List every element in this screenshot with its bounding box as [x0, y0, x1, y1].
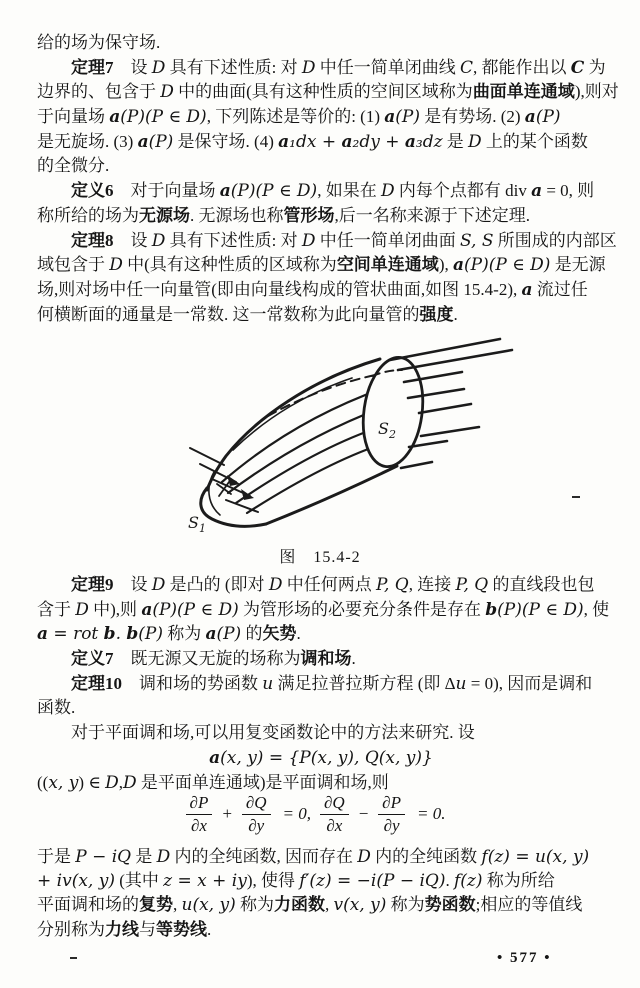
arrowhead [227, 475, 240, 486]
figure-caption: 图 15.4-2 [279, 549, 361, 566]
text-line: 定义7 既无源又无旋的场称为调和场. [71, 649, 356, 669]
text-line: 含于 D 中),则 a(P)(P ∈ D) 为管形场的必要充分条件是存在 b(P)(P ∈ D), 使 [37, 599, 610, 620]
text-line: 域包含于 D 中(具有这种性质的区域称为空间单连通域), a(P)(P ∈ D) 是无源 [37, 255, 606, 276]
text-line: 何横断面的通量是一常数. 这一常数称为此向量管的强度. [37, 304, 458, 324]
text-line: 是无旋场. (3) a(P) 是保守场. (4) a₁dx + a₂dy + a₃dz 是 D 上的某个函数 [37, 131, 588, 152]
text-line: 定理9 设 D 是凸的 (即对 D 中任何两点 P, Q, 连接 P, Q 的直线段也包 [71, 575, 595, 595]
operator: − [357, 804, 370, 823]
page-number: • 577 • [497, 950, 552, 966]
fraction: $\frac{\partial P}{\partial x}$ [186, 793, 213, 835]
tube-lower-outline [266, 466, 397, 524]
text-line: 函数. [37, 698, 76, 718]
text-line: 称所给的场为无源场. 无源场也称管形场,后一名称来源于下述定理. [37, 205, 530, 225]
scan-artifact [572, 496, 580, 498]
text-line: + iv(x, y) (其中 z = x + iy), 使得 f′(z) = −i(P − iQ). f(z) 称为所给 [37, 871, 555, 892]
text-block-upper [37, 31, 619, 327]
fraction: $\frac{\partial Q}{\partial x}$ [320, 793, 349, 835]
text-line: 边界的、包含于 D 中的曲面(具有这种性质的空间区域称为曲面单连通域),则对 [37, 82, 619, 103]
text-line: 于向量场 a(P)(P ∈ D), 下列陈述是等价的: (1) a(P) 是有势场. (2) a(P) [37, 107, 561, 128]
text-line: a(x, y) = {P(x, y), Q(x, y)} [209, 747, 433, 768]
text-block-lower [37, 845, 605, 942]
operator: + [221, 804, 233, 823]
vector-tube-figure [0, 336, 640, 542]
text-line: ((x, y) ∈ D,D 是平面单连通域)是平面调和场,则 [37, 772, 389, 793]
fraction: $\frac{\partial Q}{\partial y}$ [242, 793, 271, 835]
equals: = 0. [416, 804, 446, 823]
text-line: 对于平面调和场,可以用复变函数论中的方法来研究. 设 [71, 723, 475, 743]
text-line: 定理10 调和场的势函数 u 满足拉普拉斯方程 (即 Δu = 0), 因而是调和 [71, 673, 593, 694]
equals: = 0, [282, 804, 311, 823]
s2-label: $S_2$ [378, 419, 396, 441]
text-line: 的全微分. [37, 156, 110, 176]
text-line: 平面调和场的复势, u(x, y) 称为力函数, v(x, y) 称为势函数;相应的等值线 [37, 895, 583, 916]
s1-label: $S_1$ [188, 513, 206, 535]
tube-upper-outline [207, 359, 380, 490]
text-line: 定理7 设 D 具有下述性质: 对 D 中任一简单闭曲线 C, 都能作出以 C 为 [71, 57, 606, 78]
text-line: 定义6 对于向量场 a(P)(P ∈ D), 如果在 D 内每个点都有 div a = 0, 则 [71, 181, 595, 202]
scan-artifact [70, 957, 77, 959]
display-formula [0, 791, 640, 837]
text-line: 给的场为保守场. [37, 33, 161, 52]
text-line: 定理8 设 D 具有下述性质: 对 D 中任一简单闭曲面 S, S 所围成的内部区 [71, 230, 617, 251]
text-line: 于是 P − iQ 是 D 内的全纯函数, 因而存在 D 内的全纯函数 f(z) = u(x, y) [37, 847, 590, 867]
text-line: a = rot b. b(P) 称为 a(P) 的矢势. [37, 624, 301, 645]
text-block-middle [37, 573, 610, 795]
text-line: 场,则对场中任一向量管(即由向量线构成的管状曲面,如图 15.4-2), a 流过任 [37, 279, 588, 300]
text-line: 分别称为力线与等势线. [37, 919, 212, 939]
fraction: $\frac{\partial P}{\partial y}$ [378, 793, 405, 835]
